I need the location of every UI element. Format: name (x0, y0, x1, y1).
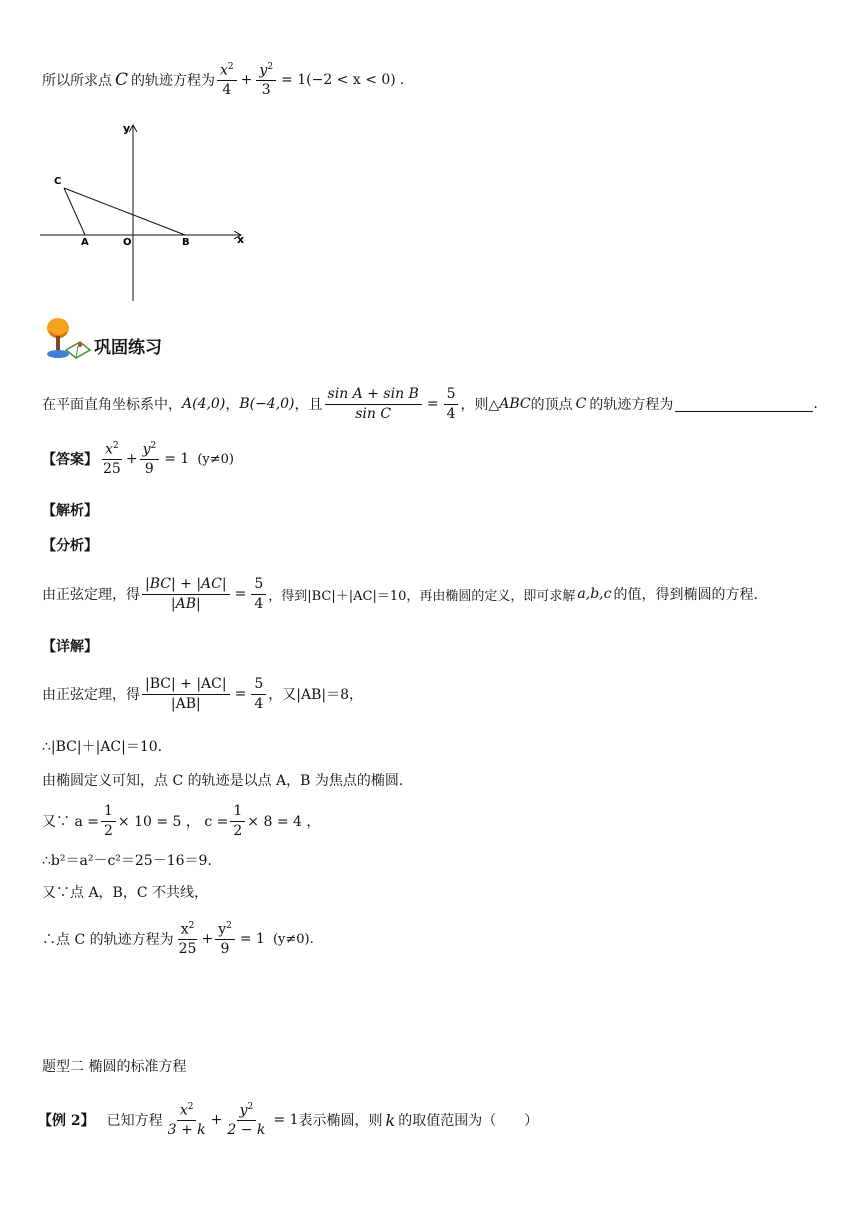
detail-cond: (y≠0). (272, 931, 314, 947)
detail-line-2: ∴|BC|＋|AC|＝10. (42, 739, 163, 755)
problem-end: . (813, 396, 818, 412)
detail-line-6: 又∵点 A，B，C 不共线， (42, 885, 209, 901)
intro-frac-x: $\frac{x^2}{4}$ (217, 62, 237, 98)
detail-text-1: 由正弦定理，得 (42, 687, 140, 703)
section-title: 巩固练习 (94, 338, 162, 358)
detail-frac-x: $\frac{x^2}{25}$ (178, 921, 197, 957)
c-label: C (54, 176, 62, 187)
answer-blank[interactable] (675, 397, 813, 412)
example-text-2: 表示椭圆，则 (298, 1113, 383, 1129)
detail-line-4 (42, 798, 320, 844)
section-header (44, 316, 162, 362)
detail-frac: $\frac{|BC| + |AC|}{|AB|}$ (142, 676, 230, 711)
problem-text-3: ，则△ (460, 397, 500, 413)
detail-a-eq: 又∵ a = (42, 814, 99, 830)
fenxi-text-1: 由正弦定理，得 (42, 587, 140, 603)
triangle-abc: ABC (499, 396, 531, 412)
fenxi-text-3: 的值，得到椭圆的方程. (613, 587, 758, 603)
example-label: 【例 2】 (38, 1113, 95, 1129)
answer-cond: (y≠0) (197, 451, 234, 467)
point-c: C (575, 396, 587, 412)
detail-frac-y: $\frac{y^2}{9}$ (215, 921, 235, 957)
intro-rhs: = 1(−2 < x < 0) (281, 72, 396, 88)
detail-eq: = (234, 686, 247, 702)
type2-title: 题型二 椭圆的标准方程 (42, 1059, 187, 1075)
example-rhs: = 1 (273, 1112, 299, 1128)
intro-point: C (115, 70, 129, 90)
fenxi-frac: $\frac{|BC| + |AC|}{|AB|}$ (142, 576, 230, 611)
fenxi-eq: = (234, 586, 247, 602)
y-label: y (123, 122, 131, 135)
detail-line-1 (42, 668, 363, 720)
b-label: B (182, 237, 190, 248)
analysis-label: 【解析】 (42, 503, 98, 519)
example-text-1: 已知方程 (106, 1113, 163, 1129)
detail-line-3: 由椭圆定义可知，点 C 的轨迹是以点 A，B 为焦点的椭圆. (42, 773, 404, 789)
answer-line: 【答案】 $\frac{x^2}{25}$ + $\frac{y^2}{9}$ = 1 (y≠0) (42, 441, 234, 477)
problem-text-5: 的轨迹方程为 (589, 397, 674, 413)
coordinate-figure (36, 118, 256, 308)
fenxi-value-frac: $\frac{5}{4}$ (251, 576, 266, 611)
fenxi-line (42, 568, 758, 620)
problem-value-frac: $\frac{5}{4}$ (444, 386, 459, 421)
problem-text-4: 的顶点 (530, 397, 573, 413)
fenxi-abc: a,b,c (577, 586, 612, 602)
problem-line (42, 380, 818, 428)
point-a: A(4,0) (182, 396, 226, 412)
intro-prefix: 所以所求点 (42, 73, 112, 89)
fenxi-label: 【分析】 (42, 538, 98, 554)
example-frac-x: $\frac{x^2}{3 + k}$ (167, 1102, 206, 1138)
detail-conclusion: ∴点 C 的轨迹方程为 (42, 932, 174, 948)
intro-line: 所以所求点 C 的轨迹方程为 $\frac{x^2}{4}$ + $\frac{y^2}{3}$ = 1(−2 < x < 0) . (42, 62, 405, 98)
problem-eq: = (426, 396, 439, 412)
intro-frac-y: $\frac{y^2}{3}$ (256, 62, 276, 98)
answer-rhs: = 1 (164, 451, 190, 467)
lamp-book-icon (44, 316, 92, 362)
half-frac-2: $\frac{1}{2}$ (230, 803, 245, 838)
answer-label: 【答案】 (42, 452, 98, 468)
answer-frac-y: $\frac{y^2}{9}$ (140, 441, 160, 477)
problem-text-2: ，且 (294, 397, 323, 413)
detail-text-1b: ，又|AB|＝8， (268, 687, 363, 703)
x-label: x (237, 233, 245, 246)
half-frac-1: $\frac{1}{2}$ (101, 803, 116, 838)
a-label: A (81, 237, 89, 248)
point-b: B(−4,0) (239, 396, 295, 412)
example-line: 【例 2】 已知方程 $\frac{x^2}{3 + k}$ + $\frac{y^2}{2 - k}$ = 1 表示椭圆，则 k 的取值范围为（ ） (38, 1102, 539, 1138)
detail-c-result: × 8 = 4 ， (247, 814, 321, 830)
example-frac-y: $\frac{y^2}{2 - k}$ (227, 1102, 266, 1138)
problem-sin-frac: $\frac{\text{sin A + sin B}}{\text{sin C}}$ (325, 386, 422, 421)
problem-sep: ， (225, 397, 240, 413)
intro-mid: 的轨迹方程为 (131, 73, 216, 89)
example-k: k (385, 1110, 396, 1130)
o-label: O (123, 237, 132, 248)
answer-frac-x: $\frac{x^2}{25}$ (103, 441, 121, 477)
intro-end: . (399, 72, 405, 88)
example-text-3: 的取值范围为（ ） (398, 1113, 539, 1129)
detail-value-frac: $\frac{5}{4}$ (251, 676, 266, 711)
fenxi-text-2: ，得到|BC|＋|AC|＝10，再由椭圆的定义，即可求解 (268, 588, 576, 604)
detail-label: 【详解】 (42, 639, 98, 655)
detail-rhs: = 1 (239, 931, 265, 947)
detail-line-7: ∴点 C 的轨迹方程为 $\frac{x^2}{25}$ + $\frac{y^2}{9}$ = 1 (y≠0). (42, 921, 314, 957)
detail-line-5: ∴b²＝a²－c²＝25－16＝9. (42, 853, 212, 869)
problem-text-1: 在平面直角坐标系中， (42, 397, 182, 413)
detail-c-eq: × 10 = 5 ， c = (117, 814, 229, 830)
